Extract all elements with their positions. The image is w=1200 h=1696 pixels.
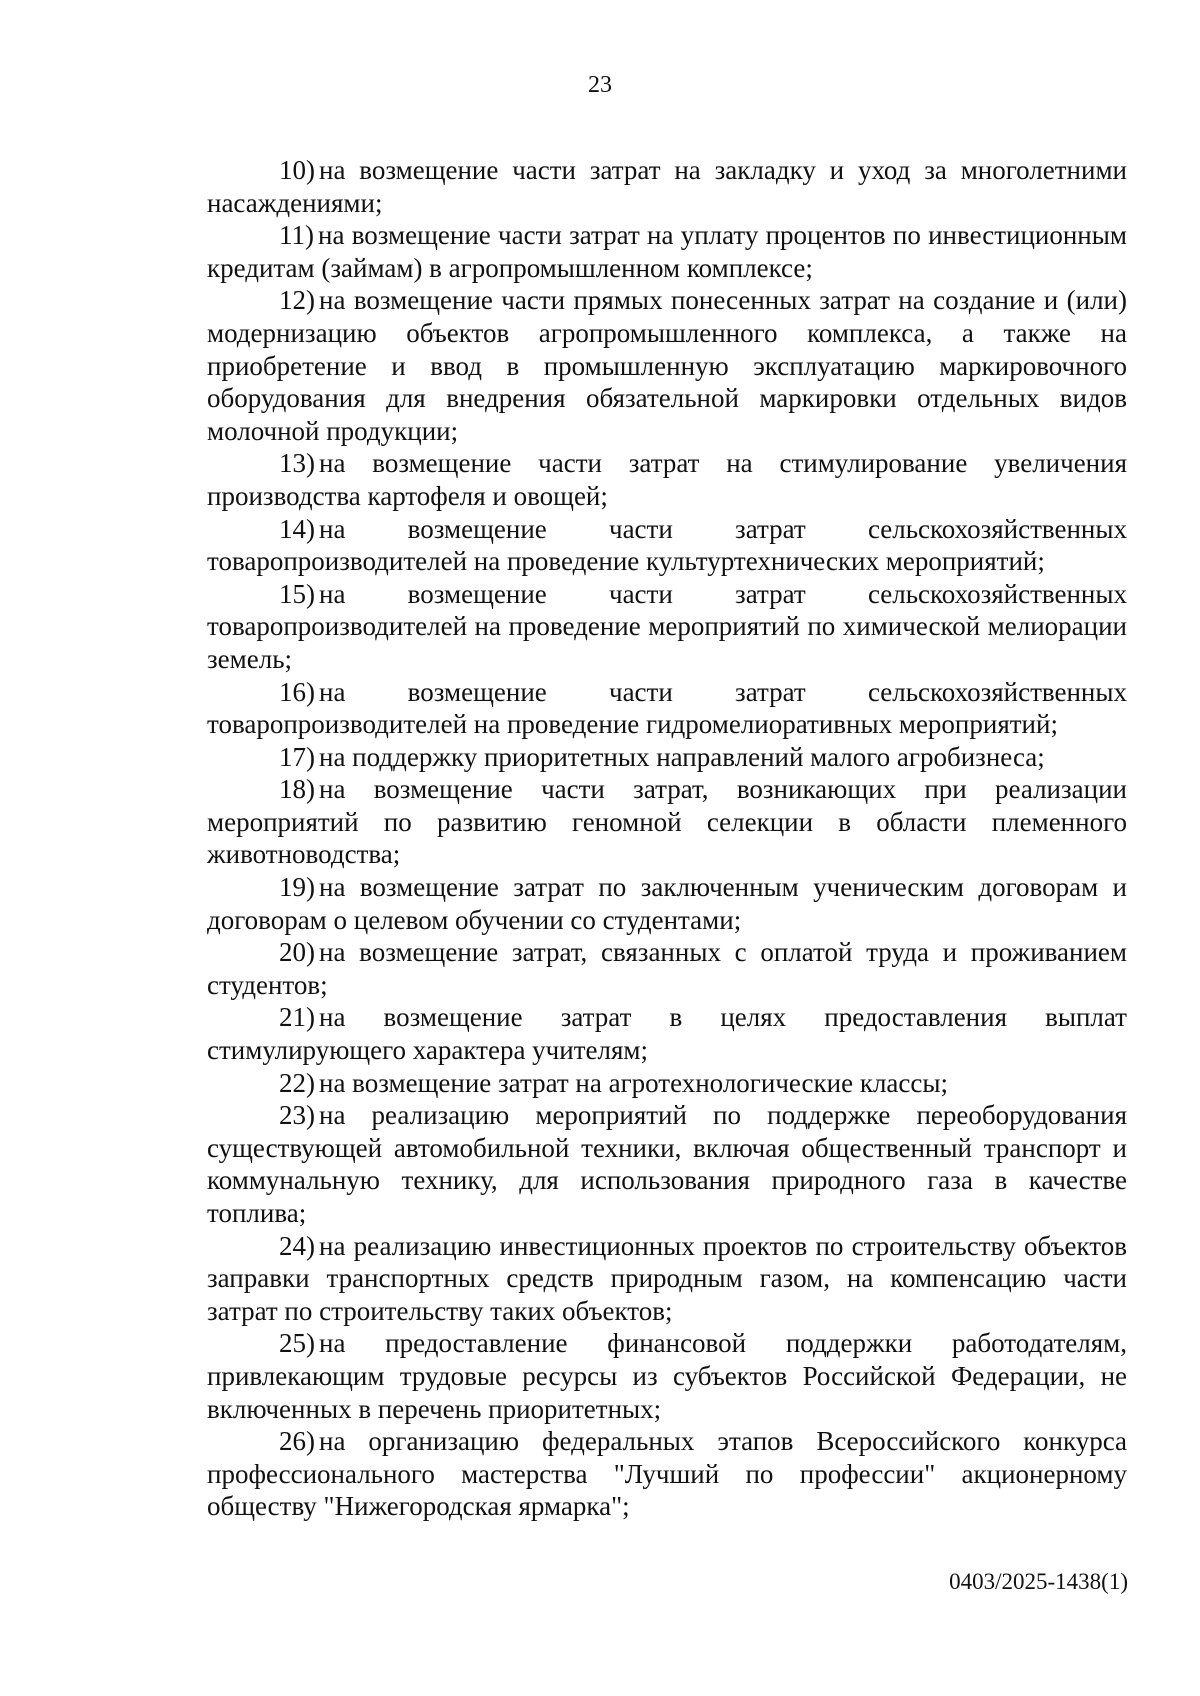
list-item xyxy=(207,1327,1127,1425)
list-item xyxy=(207,513,1127,578)
item-number: 15) xyxy=(279,578,315,609)
list-item xyxy=(207,1099,1127,1229)
list-item xyxy=(207,936,1127,1001)
list-item xyxy=(207,1230,1127,1328)
item-number: 14) xyxy=(279,513,315,544)
item-text: на реализацию мероприятий по поддержке переоборудования существующей автомобильной техники, включая общественный транспорт и коммунальную технику, для использования природного газа в качестве топлива; xyxy=(207,1100,1127,1228)
item-text: на возмещение части прямых понесенных затрат на создание и (или) модернизацию объектов агропромышленного комплекса, а также на приобретение и ввод в промышленную эксплуатацию маркировочного оборудования для внедрения обязательной маркировки отдельных видов молочной продукции; xyxy=(207,285,1127,446)
list-item xyxy=(207,741,1127,774)
item-text: на возмещение затрат по заключенным ученическим договорам и договорам о целевом обучении со студентами; xyxy=(207,872,1127,935)
item-number: 16) xyxy=(279,676,315,707)
item-number: 13) xyxy=(279,448,315,479)
item-text: на возмещение затрат, связанных с оплатой труда и проживанием студентов; xyxy=(207,937,1127,1000)
item-text: на предоставление финансовой поддержки работодателям, привлекающим трудовые ресурсы из субъектов Российской Федерации, не включенных в перечень приоритетных; xyxy=(207,1328,1127,1424)
item-number: 26) xyxy=(279,1426,315,1457)
item-text: на возмещение части затрат сельскохозяйственных товаропроизводителей на проведение культуртехнических мероприятий; xyxy=(207,513,1127,577)
item-text: на возмещение части затрат на стимулирование увеличения производства картофеля и овощей; xyxy=(207,448,1127,511)
item-text: на возмещение части затрат на закладку и уход за многолетними насаждениями; xyxy=(207,155,1127,218)
item-number: 11) xyxy=(279,220,314,251)
list-item xyxy=(207,773,1127,871)
item-text: на возмещение части затрат сельскохозяйственных товаропроизводителей на проведение гидромелиоративных мероприятий; xyxy=(207,676,1127,740)
document-body xyxy=(207,154,1127,1523)
item-number: 19) xyxy=(279,872,315,903)
item-number: 20) xyxy=(279,937,315,968)
list-item xyxy=(207,578,1127,676)
item-number: 21) xyxy=(279,1002,315,1033)
item-number: 25) xyxy=(279,1328,315,1359)
list-item xyxy=(207,284,1127,447)
item-number: 10) xyxy=(279,155,315,185)
list-item xyxy=(207,1425,1127,1523)
item-number: 22) xyxy=(279,1067,315,1098)
item-text: на возмещение затрат на агротехнологические классы; xyxy=(319,1067,949,1098)
item-number: 12) xyxy=(279,285,315,316)
list-item xyxy=(207,676,1127,741)
item-text: на поддержку приоритетных направлений малого агробизнеса; xyxy=(319,741,1045,772)
item-number: 24) xyxy=(279,1230,315,1261)
item-text: на возмещение части затрат на уплату процентов по инвестиционным кредитам (займам) в агропромышленном комплексе; xyxy=(207,220,1127,283)
item-number: 23) xyxy=(279,1100,315,1131)
list-item xyxy=(207,447,1127,512)
item-text: на реализацию инвестиционных проектов по строительству объектов заправки транспортных средств природным газом, на компенсацию части затрат по строительству таких объектов; xyxy=(207,1230,1127,1326)
list-item xyxy=(207,1067,1127,1100)
item-text: на возмещение части затрат сельскохозяйственных товаропроизводителей на проведение мероприятий по химической мелиорации земель; xyxy=(207,578,1127,674)
item-text: на организацию федеральных этапов Всероссийского конкурса профессионального мастерства "Лучший по профессии" акционерному обществу "Нижегородская ярмарка"; xyxy=(207,1426,1127,1522)
item-text: на возмещение затрат в целях предоставления выплат стимулирующего характера учителям; xyxy=(207,1002,1127,1066)
list-item xyxy=(207,871,1127,936)
list-item xyxy=(207,1001,1127,1066)
item-text: на возмещение части затрат, возникающих при реализации мероприятий по развитию геномной селекции в области племенного животноводства; xyxy=(207,774,1127,870)
item-number: 17) xyxy=(279,741,315,772)
document-registration-code: 0403/2025-1438(1) xyxy=(949,1569,1128,1594)
item-number: 18) xyxy=(279,774,315,805)
page-number: 23 xyxy=(588,72,612,98)
list-item xyxy=(207,154,1127,219)
list-item xyxy=(207,219,1127,284)
